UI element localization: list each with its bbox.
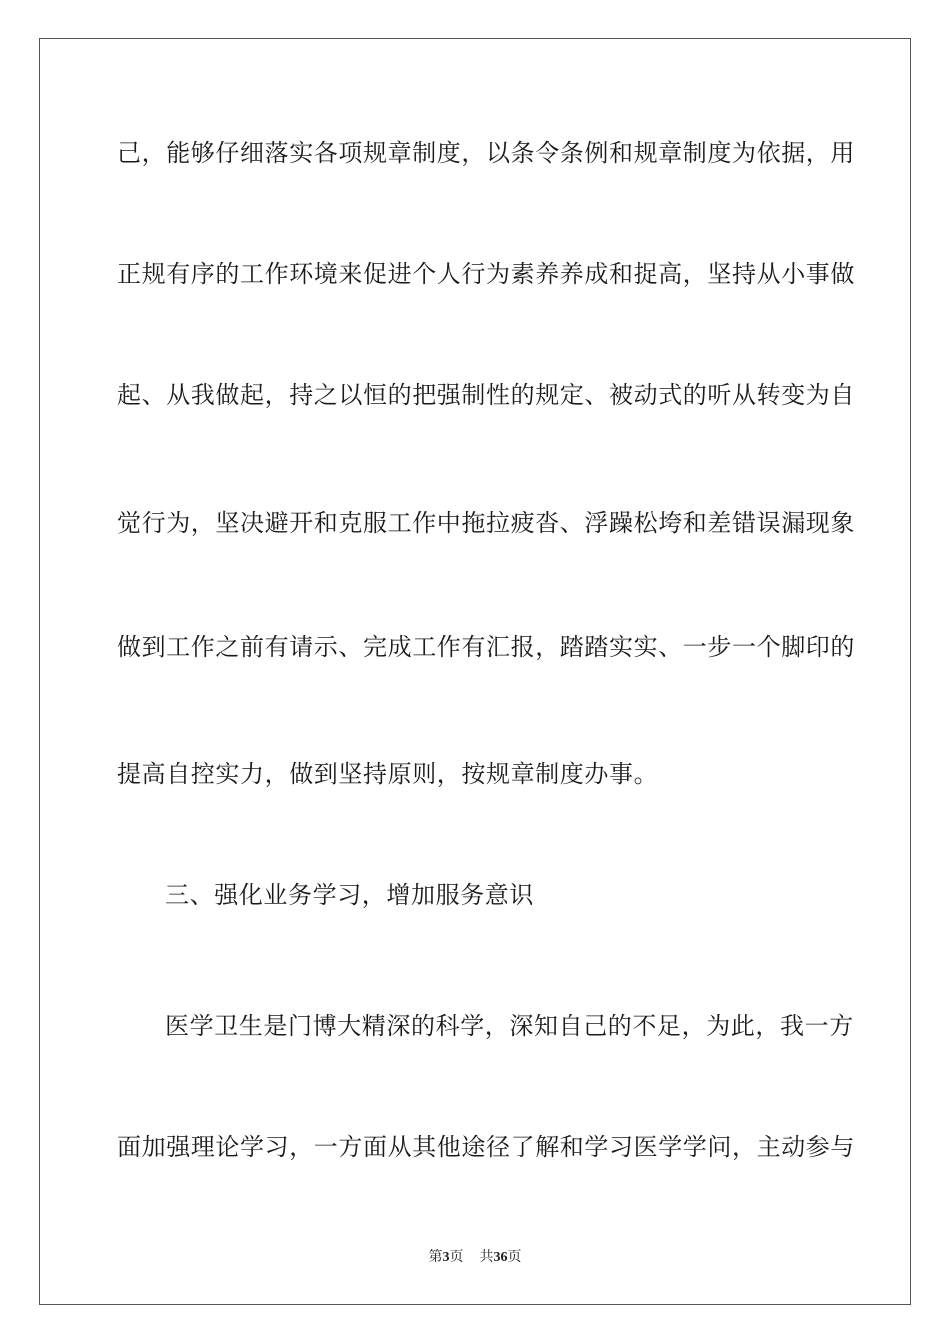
body-line-last: 提高自控实力，做到坚持原则，按规章制度办事。 (117, 760, 659, 788)
page-frame (39, 38, 911, 1305)
section-heading: 三、强化业务学习，增加服务意识 (165, 881, 534, 909)
page-number: 3 (442, 1250, 450, 1265)
total-suffix: 页 (507, 1249, 522, 1265)
total-pages: 36 (493, 1250, 508, 1265)
page-footer (0, 1247, 950, 1268)
body-line: 正规有序的工作环境来促进个人行为素养养成和捉高，坚持从小事做 (117, 260, 855, 288)
page-suffix: 页 (449, 1249, 464, 1265)
body-line: 面加强理论学习，一方面从其他途径了解和学习医学学问，主动参与 (117, 1133, 855, 1161)
total-prefix: 共 (479, 1249, 494, 1265)
body-line: 医学卫生是门博大精深的科学，深知自己的不足，为此，我一方 (165, 1012, 854, 1040)
body-line: 起、从我做起，持之以恒的把强制性的规定、被动式的听从转变为自 (117, 381, 855, 409)
page-prefix: 第 (428, 1249, 443, 1265)
body-line: 做到工作之前有请示、完成工作有汇报，踏踏实实、一步一个脚印的 (117, 633, 855, 661)
body-line: 己，能够仔细落实各项规章制度，以条令条例和规章制度为依据，用 (117, 139, 855, 167)
body-line: 觉行为，坚决避开和克服工作中拖拉疲沓、浮躁松垮和差错误漏现象 (117, 509, 855, 537)
